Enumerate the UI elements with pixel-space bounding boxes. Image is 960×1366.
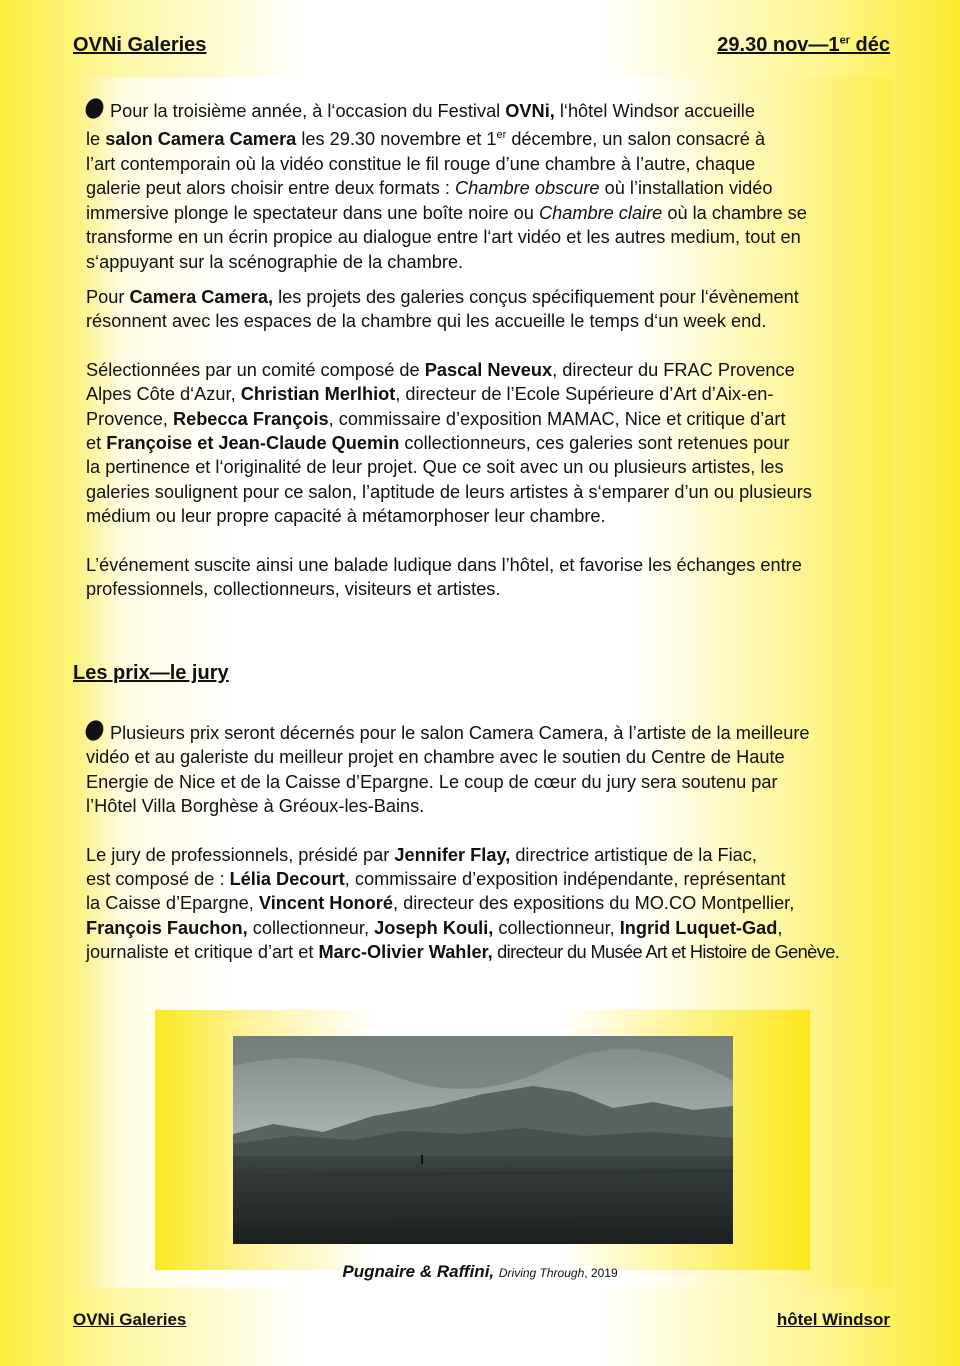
text-run: er (496, 129, 507, 142)
bullet-dot-icon (82, 95, 106, 121)
text-run: Pour la troisième année, à l‘occasion du Festival (110, 101, 506, 121)
text-run: Jennifer Flay, (394, 844, 511, 865)
text-run: collectionneurs, ces galeries sont retenues pour (399, 432, 790, 453)
prix-paragraph-1 (86, 720, 894, 819)
text-run: est composé de : (86, 869, 230, 890)
bullet-dot-icon (82, 717, 106, 743)
text-run: la pertinence et l‘originalité de leur projet. Que ce soit avec un ou plusieurs artistes, les (86, 457, 784, 478)
text-run: vidéo et au galeriste du meilleur projet en chambre avec le soutien du Centre de Haute (86, 747, 785, 768)
text-run: Rebecca François (172, 408, 329, 429)
image-caption (0, 1262, 960, 1282)
text-run: Ingrid Luquet-Gad (619, 917, 778, 938)
text-run: Camera Camera, (129, 286, 274, 307)
text-run: le (86, 129, 106, 150)
text-run: Plusieurs prix seront décernés pour le salon Camera Camera, à l’artiste de la meilleure (110, 723, 810, 743)
text-run: collectionneur, (247, 917, 375, 938)
text-run: professionnels, collectionneurs, visiteurs et artistes. (86, 578, 501, 599)
text-run: directrice artistique de la Fiac, (510, 844, 757, 865)
text-run: médium ou leur propre capacité à métamorphoser leur chambre. (86, 506, 606, 527)
intro-paragraph-4 (86, 553, 894, 602)
text-run: Provence, (86, 408, 173, 429)
text-run: salon Camera Camera (105, 129, 297, 150)
prix-paragraph-2 (86, 843, 894, 965)
text-run: l’art contemporain où la vidéo constitue le fil rouge d’une chambre à l’autre, chaque (86, 153, 756, 174)
header-dates: 29.30 nov—1er déc (717, 34, 890, 56)
text-run: où la chambre se (662, 202, 807, 223)
header-gallery-name: OVNi Galeries (73, 34, 207, 56)
text-run: galeries soulignent pour ce salon, l’aptitude de leurs artistes à s‘emparer d’un ou plusieurs (86, 481, 812, 502)
desert-landscape-image (233, 1036, 733, 1244)
text-run: Chambre obscure (454, 178, 600, 199)
text-run: Françoise et Jean-Claude Quemin (106, 432, 400, 453)
intro-paragraph-3 (86, 358, 894, 529)
text-run: Le jury de professionnels, présidé par (86, 844, 395, 865)
text-run: Lélia Decourt (229, 869, 345, 890)
text-run: Marc-Olivier Wahler, (318, 942, 493, 963)
text-run: directeur du Musée Art et Histoire de Genève. (492, 942, 840, 963)
text-run: la Caisse d’Epargne, (86, 893, 259, 914)
text-run: où l’installation vidéo (599, 178, 773, 199)
text-run: Alpes Côte d‘Azur, (86, 384, 241, 405)
text-run: les projets des galeries conçus spécifiquement pour l‘évènement (273, 286, 799, 307)
intro-paragraph-2 (86, 285, 894, 334)
intro-section (86, 98, 894, 601)
page-header (73, 34, 890, 57)
image-frame (155, 1010, 810, 1270)
page-footer (73, 1310, 890, 1330)
text-run: et (86, 432, 107, 453)
section-title-prix: Les prix—le jury (73, 662, 229, 684)
footer-gallery-name: OVNi Galeries (73, 1310, 187, 1329)
text-run: , commissaire d’exposition indépendante, représentant (344, 869, 786, 890)
text-run: l‘hôtel Windsor accueille (554, 101, 755, 121)
caption-details: Driving Through, 2019 (498, 1266, 618, 1280)
text-run: Joseph Kouli, (374, 917, 494, 938)
landscape-photo (233, 1036, 733, 1244)
text-run: les 29.30 novembre et 1 (296, 129, 497, 150)
text-run: Pour (86, 286, 130, 307)
text-run: Vincent Honoré (258, 893, 393, 914)
prix-section (86, 720, 894, 965)
text-run: OVNi, (505, 101, 555, 121)
text-run: Energie de Nice et de la Caisse d’Epargne. Le coup de cœur du jury sera soutenu par (86, 771, 778, 792)
text-run: journaliste et critique d’art et (86, 942, 319, 963)
text-run: Christian Merlhiot (240, 384, 396, 405)
text-run: , directeur du FRAC Provence (552, 359, 795, 380)
text-run: , directeur de l’Ecole Supérieure d’Art d’Aix-en- (395, 384, 774, 405)
text-run: François Fauchon, (86, 917, 248, 938)
text-run: Chambre claire (538, 202, 663, 223)
text-run: résonnent avec les espaces de la chambre qui les accueille le temps d‘un week end. (86, 311, 767, 332)
text-run: Pascal Neveux (424, 359, 553, 380)
text-run: s‘appuyant sur la scénographie de la chambre. (86, 251, 464, 272)
text-run: Sélectionnées par un comité composé de (86, 359, 425, 380)
footer-hotel-name: hôtel Windsor (776, 1310, 890, 1329)
text-run: transforme en un écrin propice au dialogue entre l‘art vidéo et les autres medium, tout en (86, 227, 801, 248)
text-run: l’Hôtel Villa Borghèse à Gréoux-les-Bains. (86, 796, 425, 817)
text-run: , (777, 917, 783, 938)
text-run: galerie peut alors choisir entre deux formats : (86, 178, 455, 199)
caption-artist: Pugnaire & Raffini, (342, 1262, 495, 1281)
text-run: immersive plonge le spectateur dans une boîte noire ou (86, 202, 539, 223)
intro-paragraph-1 (86, 98, 894, 274)
text-run: décembre, un salon consacré à (506, 129, 766, 150)
text-run: , commissaire d’exposition MAMAC, Nice et critique d’art (328, 408, 786, 429)
text-run: L’événement suscite ainsi une balade ludique dans l’hôtel, et favorise les échanges entre (86, 554, 802, 575)
text-run: collectionneur, (493, 917, 620, 938)
text-run: , directeur des expositions du MO.CO Montpellier, (392, 893, 795, 914)
